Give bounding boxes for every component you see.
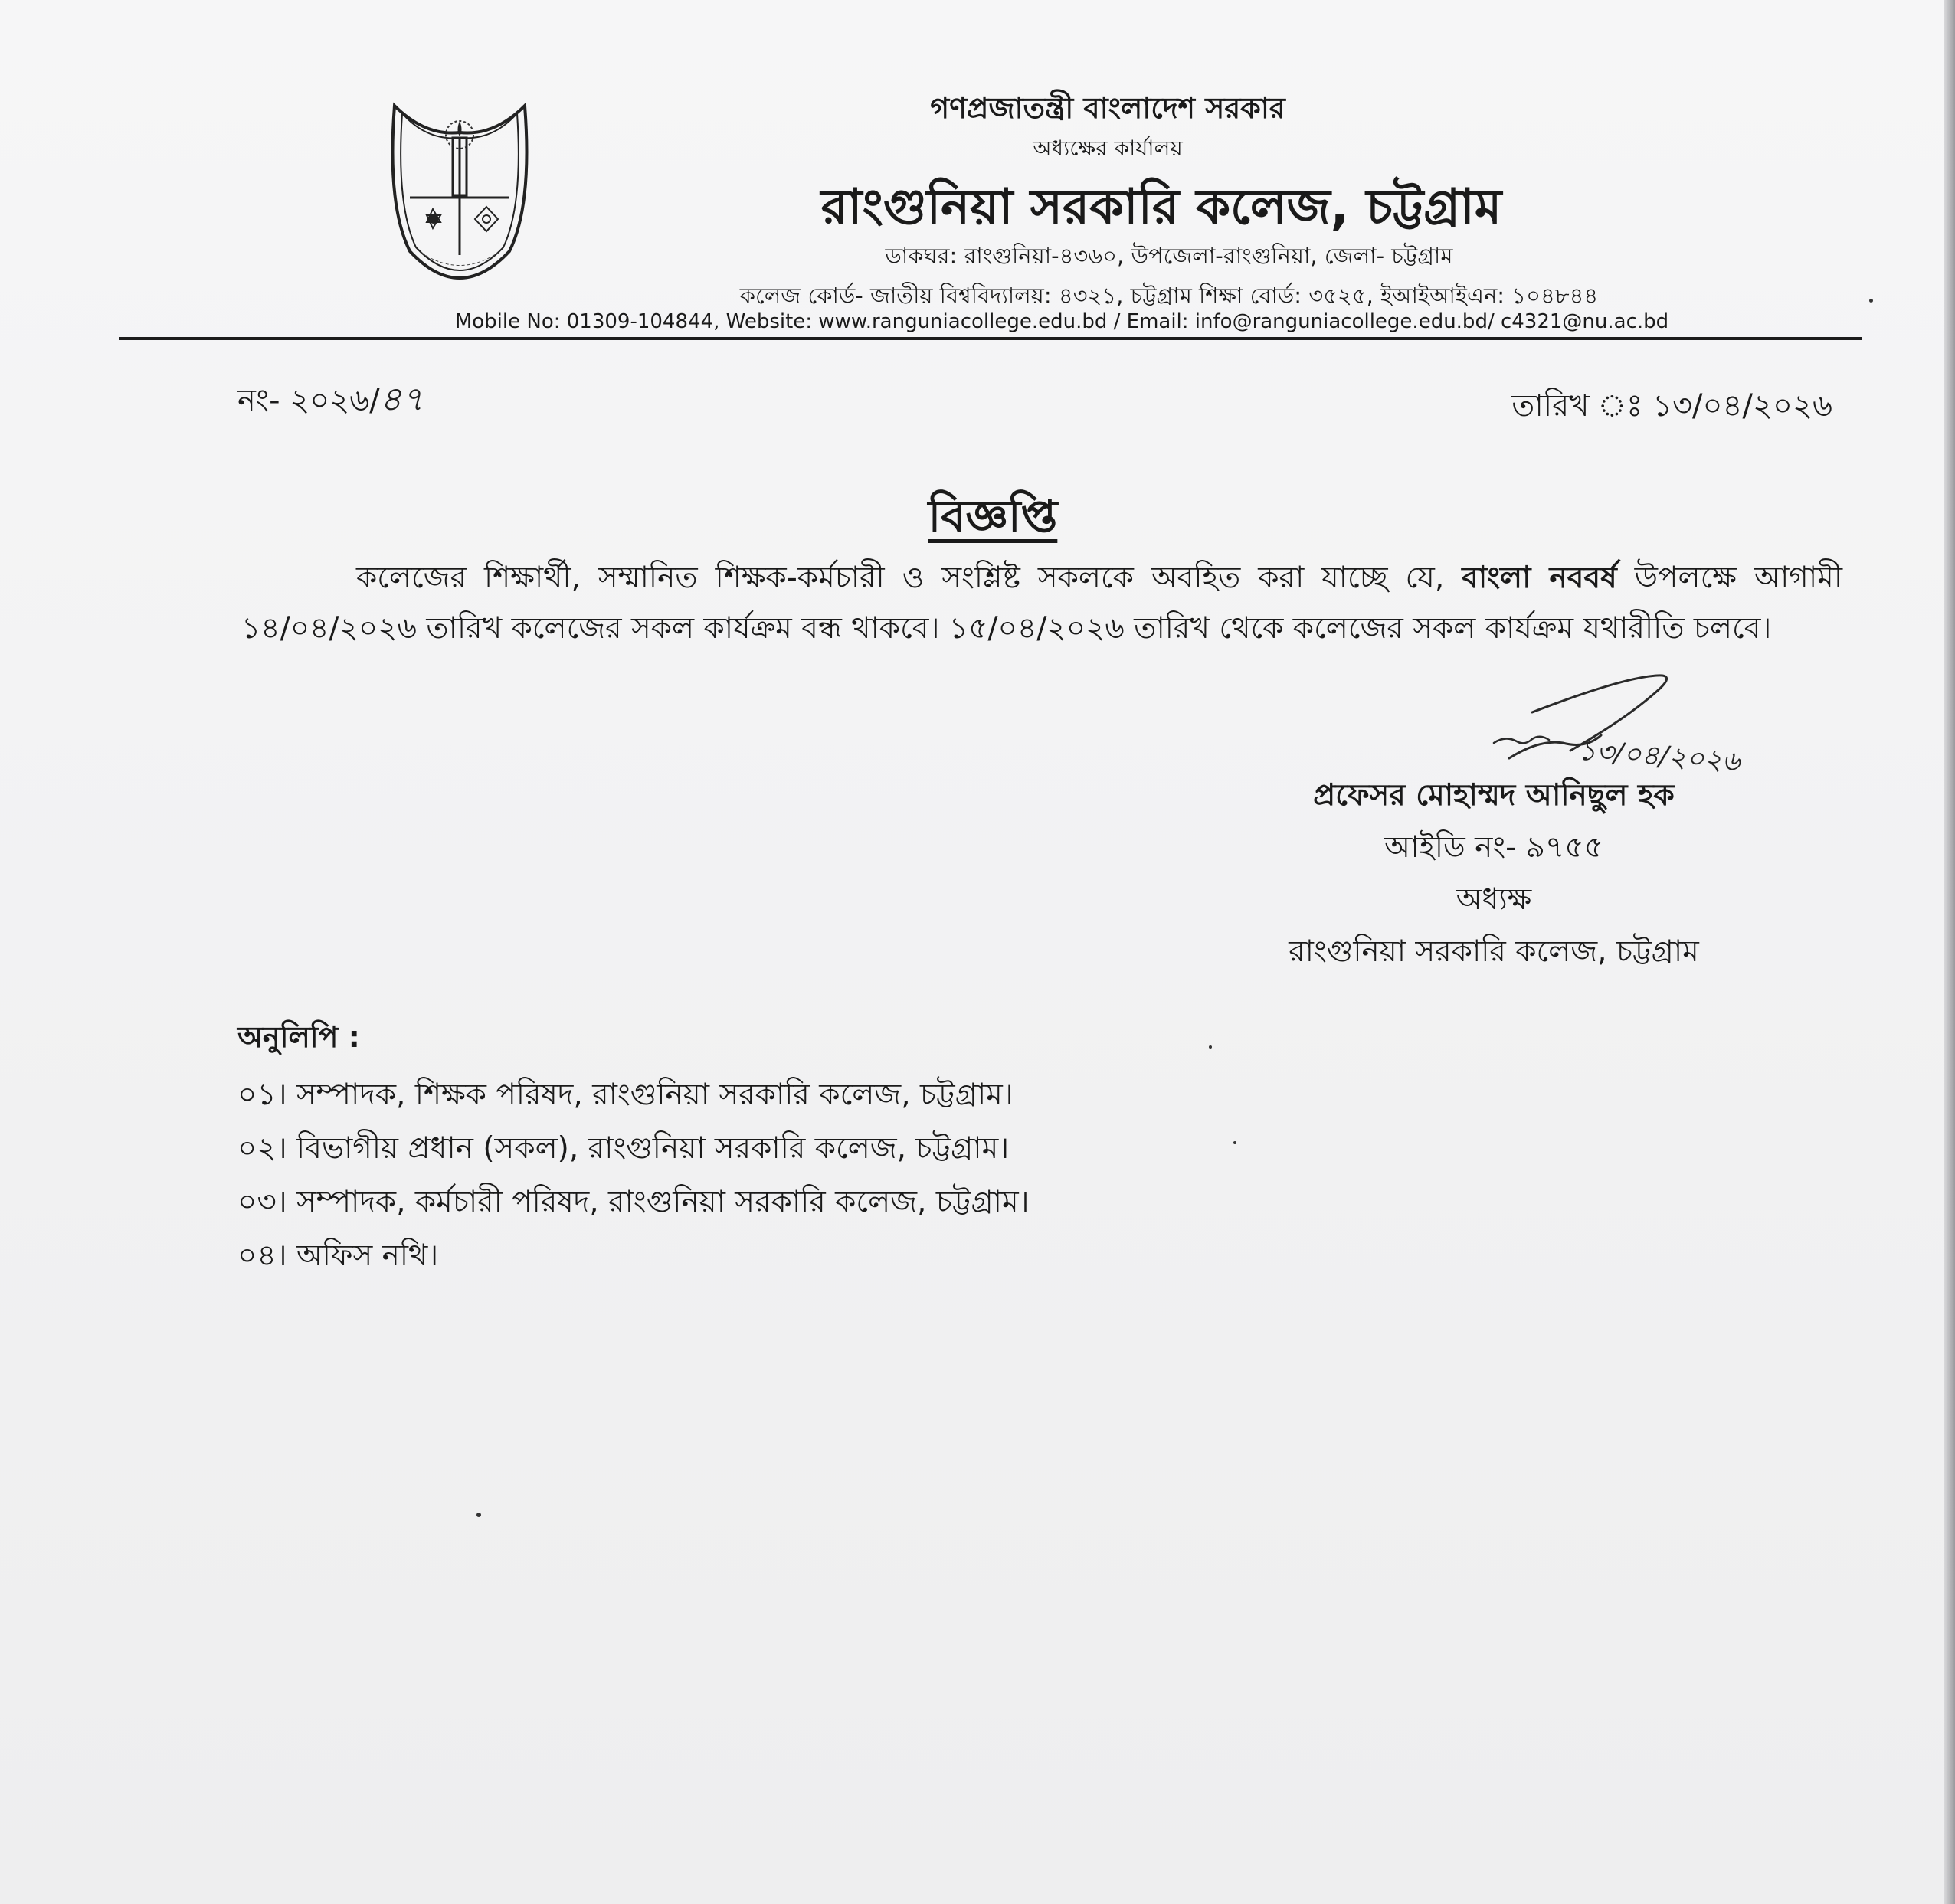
- paper-speck: [1233, 1141, 1236, 1144]
- notice-body-bold: বাংলা নববর্ষ: [1462, 561, 1617, 595]
- college-name: রাংগুনিয়া সরকারি কলেজ, চট্টগ্রাম: [820, 179, 1502, 236]
- memo-reference: [237, 374, 424, 430]
- notice-title: বিজ্ঞপ্তি: [928, 490, 1058, 542]
- notice-body-part1: কলেজের শিক্ষার্থী, সম্মানিত শিক্ষক-কর্মচারী ও সংশ্লিষ্ট সকলকে অবহিত করা যাচ্ছে যে,: [356, 561, 1462, 595]
- list-item: ০১। সম্পাদক, শিক্ষক পরিষদ, রাংগুনিয়া সরকারি কলেজ, চট্টগ্রাম।: [237, 1078, 1014, 1112]
- copies-heading: অনুলিপি :: [237, 1020, 360, 1054]
- notice-body-part2: উপলক্ষে আগামী ১৪/০৪/২০২৬ তারিখ কলেজের সকল কার্যক্রম বন্ধ থাকবে। ১৫/০৪/২০২৬ তারিখ থেকে কলেজের সকল কার্যক্রম যথারীতি চলবে।: [241, 561, 1842, 646]
- paper-speck: [1209, 1045, 1212, 1049]
- ref-number-handwritten: ৪৭: [379, 380, 424, 419]
- copies-list: [237, 1068, 1030, 1283]
- signature-block: [1256, 770, 1731, 978]
- scan-edge-shadow: [1944, 0, 1955, 1904]
- signatory-institution: রাংগুনিয়া সরকারি কলেজ, চট্টগ্রাম: [1289, 934, 1699, 969]
- list-item: ০২। বিভাগীয় প্রধান (সকল), রাংগুনিয়া সরকারি কলেজ, চট্টগ্রাম।: [237, 1131, 1010, 1166]
- notice-body: [241, 553, 1842, 654]
- signature-date-handwritten: ১৩/০৪/২০২৬: [1577, 734, 1741, 778]
- list-item: ০৪। অফিস নথি।: [237, 1238, 439, 1273]
- signatory-designation: অধ্যক্ষ: [1456, 882, 1532, 917]
- government-name: গণপ্রজাতন্ত্রী বাংলাদেশ সরকার: [930, 91, 1285, 125]
- signatory-name: প্রফেসর মোহাম্মদ আনিছুল হক: [1313, 778, 1675, 813]
- college-codes: কলেজ কোর্ড- জাতীয় বিশ্ববিদ্যালয়: ৪৩২১, চট্টগ্রাম শিক্ষা বোর্ড: ৩৫২৫, ইআইআইএন: ১০৪৮৪৪: [739, 283, 1599, 309]
- paper-speck: [1869, 299, 1873, 303]
- ref-prefix: নং- ২০২৬/: [237, 383, 380, 418]
- paper-speck: [476, 1513, 481, 1517]
- list-item: ০৩। সম্পাদক, কর্মচারী পরিষদ, রাংগুনিয়া সরকারি কলেজ, চট্টগ্রাম।: [237, 1185, 1030, 1219]
- memo-date: তারিখ ঃ ১৩/০৪/২০২৬: [1511, 388, 1832, 424]
- contact-info: Mobile No: 01309-104844, Website: www.ranguniacollege.edu.bd / Email: info@ranguniacollege.edu.bd/ c4321@nu.ac.bd: [454, 310, 1669, 333]
- college-address: ডাকঘর: রাংগুনিয়া-৪৩৬০, উপজেলা-রাংগুনিয়া, জেলা- চট্টগ্রাম: [885, 243, 1453, 269]
- signatory-id: আইডি নং- ৯৭৫৫: [1384, 830, 1603, 865]
- office-name: অধ্যক্ষের কার্যালয়: [1033, 136, 1183, 161]
- header-divider: [119, 337, 1862, 340]
